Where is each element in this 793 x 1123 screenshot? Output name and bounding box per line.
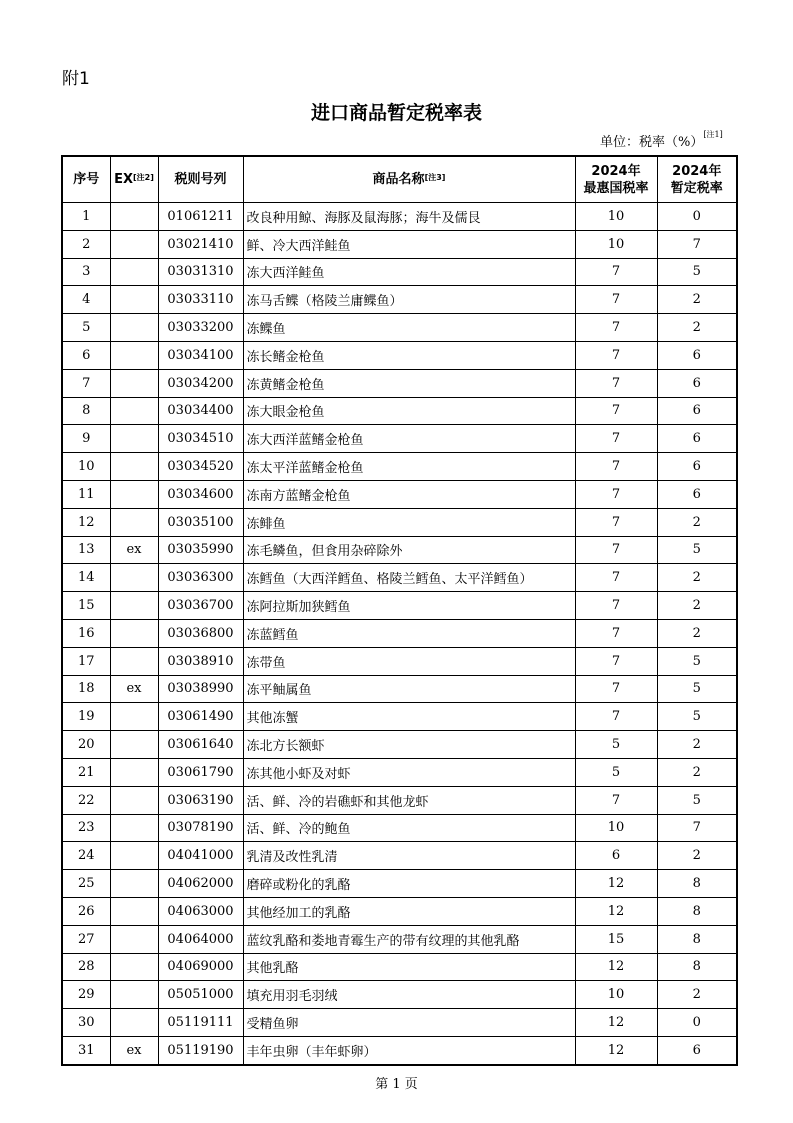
- cell-product-name: 鲜、冷大西洋鲑鱼: [243, 230, 575, 258]
- cell-tariff-code: 03034200: [158, 369, 243, 397]
- table-row: [62, 619, 737, 647]
- cell-seq: 22: [62, 786, 110, 814]
- table-row: [62, 397, 737, 425]
- table-row: [62, 786, 737, 814]
- cell-mfn-rate: 7: [575, 286, 657, 314]
- table-row: [62, 758, 737, 786]
- cell-product-name: 冻大眼金枪鱼: [243, 397, 575, 425]
- cell-product-name: 其他乳酪: [243, 953, 575, 981]
- cell-ex: [110, 814, 158, 842]
- cell-tariff-code: 03031310: [158, 258, 243, 286]
- table-row: [62, 564, 737, 592]
- cell-seq: 20: [62, 731, 110, 759]
- table-row: [62, 870, 737, 898]
- header-seq: 序号: [62, 156, 110, 203]
- cell-seq: 6: [62, 341, 110, 369]
- cell-seq: 1: [62, 203, 110, 231]
- cell-provisional-rate: 2: [657, 842, 737, 870]
- cell-mfn-rate: 7: [575, 425, 657, 453]
- table-row: [62, 647, 737, 675]
- cell-ex: [110, 1009, 158, 1037]
- cell-tariff-code: 03034100: [158, 341, 243, 369]
- cell-mfn-rate: 7: [575, 536, 657, 564]
- cell-tariff-code: 04063000: [158, 897, 243, 925]
- cell-provisional-rate: 6: [657, 341, 737, 369]
- table-row: [62, 592, 737, 620]
- cell-seq: 11: [62, 480, 110, 508]
- cell-mfn-rate: 7: [575, 564, 657, 592]
- cell-provisional-rate: 6: [657, 453, 737, 481]
- table-row: [62, 203, 737, 231]
- cell-mfn-rate: 10: [575, 981, 657, 1009]
- cell-product-name: 冻太平洋蓝鳍金枪鱼: [243, 453, 575, 481]
- cell-mfn-rate: 5: [575, 731, 657, 759]
- cell-mfn-rate: 7: [575, 258, 657, 286]
- cell-product-name: 活、鲜、冷的岩礁虾和其他龙虾: [243, 786, 575, 814]
- cell-seq: 8: [62, 397, 110, 425]
- cell-mfn-rate: 12: [575, 870, 657, 898]
- header-provisional-rate: [657, 156, 737, 203]
- cell-provisional-rate: 2: [657, 564, 737, 592]
- cell-mfn-rate: 7: [575, 703, 657, 731]
- cell-ex: [110, 647, 158, 675]
- header-ex: [110, 156, 158, 203]
- cell-ex: [110, 786, 158, 814]
- cell-product-name: 填充用羽毛羽绒: [243, 981, 575, 1009]
- cell-mfn-rate: 12: [575, 953, 657, 981]
- cell-mfn-rate: 7: [575, 397, 657, 425]
- cell-product-name: 冻平鲉属鱼: [243, 675, 575, 703]
- cell-seq: 3: [62, 258, 110, 286]
- cell-seq: 29: [62, 981, 110, 1009]
- cell-seq: 12: [62, 508, 110, 536]
- header-prov-line1: 2024年: [672, 163, 722, 179]
- table-row: [62, 1009, 737, 1037]
- cell-provisional-rate: 2: [657, 508, 737, 536]
- cell-provisional-rate: 5: [657, 675, 737, 703]
- cell-provisional-rate: 5: [657, 258, 737, 286]
- annex-label: 附1: [62, 69, 90, 89]
- cell-tariff-code: 05119190: [158, 1036, 243, 1064]
- cell-product-name: 冻蓝鳕鱼: [243, 619, 575, 647]
- header-mfn-line2: 最惠国税率: [583, 180, 649, 196]
- table-body: [62, 203, 737, 1065]
- cell-product-name: 冻大西洋蓝鳍金枪鱼: [243, 425, 575, 453]
- cell-provisional-rate: 2: [657, 758, 737, 786]
- cell-tariff-code: 04064000: [158, 925, 243, 953]
- cell-mfn-rate: 10: [575, 203, 657, 231]
- header-prov-line2: 暂定税率: [670, 180, 723, 196]
- cell-seq: 25: [62, 870, 110, 898]
- cell-ex: [110, 619, 158, 647]
- cell-provisional-rate: 6: [657, 425, 737, 453]
- cell-tariff-code: 03035100: [158, 508, 243, 536]
- table-row: [62, 1036, 737, 1064]
- cell-seq: 17: [62, 647, 110, 675]
- cell-seq: 26: [62, 897, 110, 925]
- cell-product-name: 磨碎或粉化的乳酪: [243, 870, 575, 898]
- cell-tariff-code: 01061211: [158, 203, 243, 231]
- cell-provisional-rate: 7: [657, 230, 737, 258]
- header-ex-text: EX: [114, 172, 133, 187]
- cell-product-name: 冻阿拉斯加狭鳕鱼: [243, 592, 575, 620]
- table-row: [62, 230, 737, 258]
- cell-ex: [110, 731, 158, 759]
- page-number: 第 1 页: [375, 1077, 418, 1092]
- cell-product-name: 蓝纹乳酪和娄地青霉生产的带有纹理的其他乳酪: [243, 925, 575, 953]
- cell-tariff-code: 03036700: [158, 592, 243, 620]
- cell-provisional-rate: 0: [657, 1009, 737, 1037]
- cell-ex: [110, 981, 158, 1009]
- cell-product-name: 冻毛鳞鱼，但食用杂碎除外: [243, 536, 575, 564]
- cell-ex: [110, 453, 158, 481]
- cell-provisional-rate: 2: [657, 286, 737, 314]
- cell-mfn-rate: 7: [575, 786, 657, 814]
- cell-product-name: 冻鲽鱼: [243, 314, 575, 342]
- cell-ex: [110, 953, 158, 981]
- table-row: [62, 314, 737, 342]
- cell-tariff-code: 03038910: [158, 647, 243, 675]
- cell-provisional-rate: 5: [657, 786, 737, 814]
- cell-provisional-rate: 2: [657, 981, 737, 1009]
- cell-ex: [110, 397, 158, 425]
- cell-tariff-code: 04041000: [158, 842, 243, 870]
- cell-seq: 21: [62, 758, 110, 786]
- cell-seq: 7: [62, 369, 110, 397]
- cell-tariff-code: 03035990: [158, 536, 243, 564]
- cell-provisional-rate: 8: [657, 870, 737, 898]
- cell-seq: 30: [62, 1009, 110, 1037]
- tariff-table: [61, 155, 738, 1066]
- cell-ex: [110, 425, 158, 453]
- cell-provisional-rate: 8: [657, 897, 737, 925]
- table-row: [62, 981, 737, 1009]
- cell-tariff-code: 03034520: [158, 453, 243, 481]
- cell-product-name: 冻大西洋鲑鱼: [243, 258, 575, 286]
- cell-product-name: 冻黄鳍金枪鱼: [243, 369, 575, 397]
- cell-ex: [110, 286, 158, 314]
- cell-provisional-rate: 6: [657, 480, 737, 508]
- cell-product-name: 受精鱼卵: [243, 1009, 575, 1037]
- table-row: [62, 508, 737, 536]
- cell-tariff-code: 04062000: [158, 870, 243, 898]
- cell-mfn-rate: 5: [575, 758, 657, 786]
- cell-seq: 14: [62, 564, 110, 592]
- cell-provisional-rate: 6: [657, 1036, 737, 1064]
- cell-product-name: 冻北方长额虾: [243, 731, 575, 759]
- cell-provisional-rate: 2: [657, 731, 737, 759]
- header-code: 税则号列: [158, 156, 243, 203]
- cell-tariff-code: 03061790: [158, 758, 243, 786]
- cell-mfn-rate: 7: [575, 675, 657, 703]
- cell-mfn-rate: 7: [575, 480, 657, 508]
- header-name-text: 商品名称: [372, 172, 425, 187]
- cell-product-name: 丰年虫卵（丰年虾卵）: [243, 1036, 575, 1064]
- cell-seq: 28: [62, 953, 110, 981]
- cell-product-name: 活、鲜、冷的鲍鱼: [243, 814, 575, 842]
- header-name: [243, 156, 575, 203]
- cell-ex: [110, 870, 158, 898]
- cell-seq: 4: [62, 286, 110, 314]
- cell-tariff-code: 03038990: [158, 675, 243, 703]
- cell-mfn-rate: 7: [575, 508, 657, 536]
- cell-product-name: 冻南方蓝鳍金枪鱼: [243, 480, 575, 508]
- table-row: [62, 425, 737, 453]
- cell-ex: ex: [110, 536, 158, 564]
- table-row: [62, 536, 737, 564]
- cell-tariff-code: 03034600: [158, 480, 243, 508]
- cell-tariff-code: 05051000: [158, 981, 243, 1009]
- cell-seq: 23: [62, 814, 110, 842]
- cell-ex: [110, 230, 158, 258]
- cell-mfn-rate: 12: [575, 1009, 657, 1037]
- cell-tariff-code: 03063190: [158, 786, 243, 814]
- cell-mfn-rate: 7: [575, 647, 657, 675]
- unit-note: [注1]: [703, 130, 723, 139]
- cell-provisional-rate: 7: [657, 814, 737, 842]
- cell-product-name: 改良种用鲸、海豚及鼠海豚；海牛及儒艮: [243, 203, 575, 231]
- page-title: 进口商品暂定税率表: [310, 102, 482, 124]
- cell-ex: [110, 341, 158, 369]
- cell-tariff-code: 03033110: [158, 286, 243, 314]
- cell-ex: [110, 258, 158, 286]
- cell-product-name: 乳清及改性乳清: [243, 842, 575, 870]
- cell-tariff-code: 03036800: [158, 619, 243, 647]
- cell-seq: 31: [62, 1036, 110, 1064]
- cell-ex: [110, 897, 158, 925]
- cell-seq: 15: [62, 592, 110, 620]
- cell-ex: [110, 925, 158, 953]
- table-row: [62, 341, 737, 369]
- table-row: [62, 814, 737, 842]
- cell-mfn-rate: 7: [575, 369, 657, 397]
- cell-mfn-rate: 10: [575, 230, 657, 258]
- cell-tariff-code: 03034510: [158, 425, 243, 453]
- cell-product-name: 冻马舌鲽（格陵兰庸鲽鱼）: [243, 286, 575, 314]
- table-row: [62, 453, 737, 481]
- cell-ex: [110, 480, 158, 508]
- cell-tariff-code: 03061490: [158, 703, 243, 731]
- cell-tariff-code: 03033200: [158, 314, 243, 342]
- cell-seq: 5: [62, 314, 110, 342]
- cell-provisional-rate: 6: [657, 369, 737, 397]
- cell-product-name: 冻其他小虾及对虾: [243, 758, 575, 786]
- cell-provisional-rate: 8: [657, 925, 737, 953]
- cell-ex: [110, 703, 158, 731]
- cell-product-name: 冻鳕鱼（大西洋鳕鱼、格陵兰鳕鱼、太平洋鳕鱼）: [243, 564, 575, 592]
- cell-seq: 13: [62, 536, 110, 564]
- cell-tariff-code: 03034400: [158, 397, 243, 425]
- cell-ex: [110, 592, 158, 620]
- cell-provisional-rate: 5: [657, 647, 737, 675]
- cell-ex: [110, 314, 158, 342]
- table-row: [62, 925, 737, 953]
- table-row: [62, 897, 737, 925]
- cell-product-name: 冻鲱鱼: [243, 508, 575, 536]
- cell-provisional-rate: 2: [657, 314, 737, 342]
- cell-tariff-code: 04069000: [158, 953, 243, 981]
- table-row: [62, 703, 737, 731]
- cell-ex: [110, 758, 158, 786]
- cell-provisional-rate: 6: [657, 397, 737, 425]
- cell-provisional-rate: 5: [657, 536, 737, 564]
- cell-provisional-rate: 2: [657, 592, 737, 620]
- cell-seq: 10: [62, 453, 110, 481]
- cell-ex: [110, 842, 158, 870]
- table-row: [62, 369, 737, 397]
- header-name-note: [注3]: [424, 173, 446, 182]
- table-row: [62, 953, 737, 981]
- header-mfn-rate: [575, 156, 657, 203]
- cell-ex: ex: [110, 1036, 158, 1064]
- cell-mfn-rate: 7: [575, 341, 657, 369]
- header-mfn-line1: 2024年: [591, 163, 641, 179]
- table-row: [62, 842, 737, 870]
- cell-mfn-rate: 10: [575, 814, 657, 842]
- table-row: [62, 731, 737, 759]
- cell-tariff-code: 03021410: [158, 230, 243, 258]
- cell-mfn-rate: 12: [575, 897, 657, 925]
- cell-seq: 9: [62, 425, 110, 453]
- cell-provisional-rate: 5: [657, 703, 737, 731]
- cell-ex: [110, 564, 158, 592]
- cell-ex: [110, 369, 158, 397]
- cell-seq: 24: [62, 842, 110, 870]
- cell-ex: [110, 203, 158, 231]
- cell-seq: 18: [62, 675, 110, 703]
- cell-tariff-code: 05119111: [158, 1009, 243, 1037]
- cell-provisional-rate: 2: [657, 619, 737, 647]
- cell-mfn-rate: 12: [575, 1036, 657, 1064]
- cell-mfn-rate: 7: [575, 453, 657, 481]
- table-row: [62, 258, 737, 286]
- cell-mfn-rate: 7: [575, 314, 657, 342]
- cell-product-name: 其他冻蟹: [243, 703, 575, 731]
- cell-mfn-rate: 15: [575, 925, 657, 953]
- table-row: [62, 480, 737, 508]
- cell-provisional-rate: 8: [657, 953, 737, 981]
- cell-tariff-code: 03078190: [158, 814, 243, 842]
- cell-ex: ex: [110, 675, 158, 703]
- unit-label: [600, 131, 723, 150]
- cell-mfn-rate: 7: [575, 619, 657, 647]
- cell-seq: 16: [62, 619, 110, 647]
- cell-seq: 27: [62, 925, 110, 953]
- cell-ex: [110, 508, 158, 536]
- cell-seq: 19: [62, 703, 110, 731]
- table-header-row: [62, 156, 737, 203]
- table-row: [62, 675, 737, 703]
- cell-provisional-rate: 0: [657, 203, 737, 231]
- table-row: [62, 286, 737, 314]
- cell-product-name: 冻带鱼: [243, 647, 575, 675]
- unit-text: 单位：税率（%）: [600, 135, 704, 150]
- cell-mfn-rate: 7: [575, 592, 657, 620]
- cell-product-name: 冻长鳍金枪鱼: [243, 341, 575, 369]
- header-ex-note: [注2]: [133, 173, 154, 182]
- cell-tariff-code: 03036300: [158, 564, 243, 592]
- cell-tariff-code: 03061640: [158, 731, 243, 759]
- cell-product-name: 其他经加工的乳酪: [243, 897, 575, 925]
- cell-seq: 2: [62, 230, 110, 258]
- cell-mfn-rate: 6: [575, 842, 657, 870]
